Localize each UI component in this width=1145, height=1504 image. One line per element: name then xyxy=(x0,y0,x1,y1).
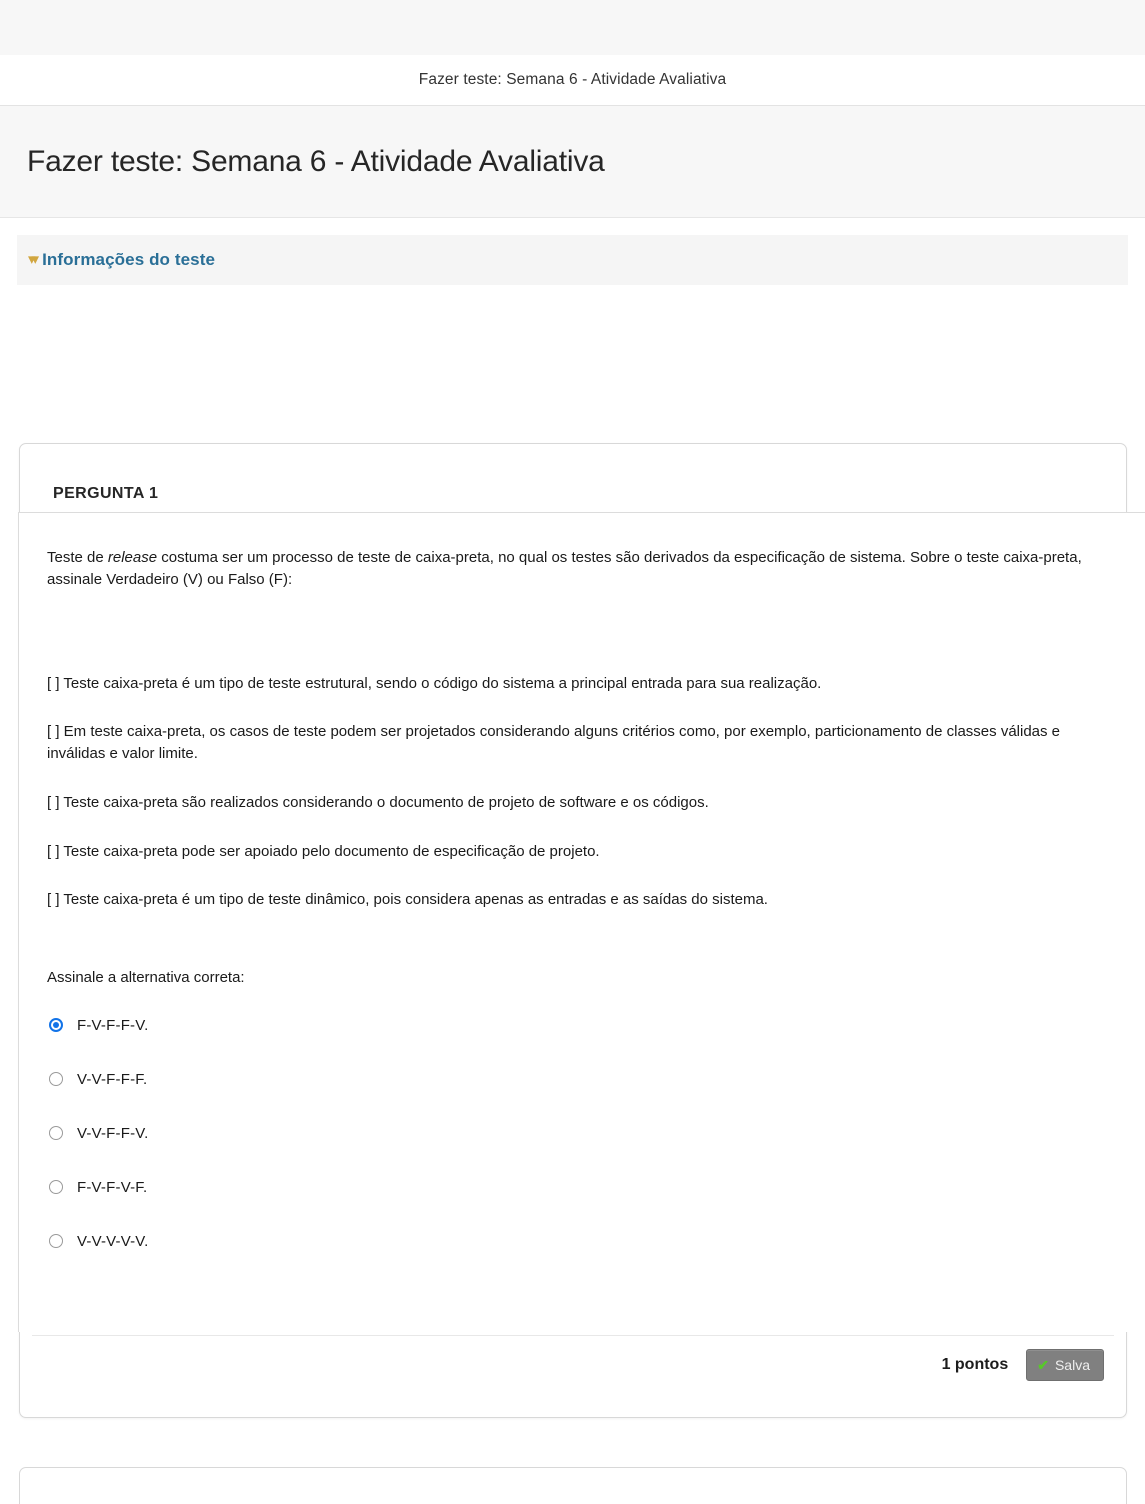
answer-instruction: Assinale a alternativa correta: xyxy=(47,969,245,986)
statement-item: [ ] Teste caixa-preta são realizados considerando o documento de projeto de software e os códigos. xyxy=(47,793,709,811)
question-prompt xyxy=(47,547,1093,591)
radio-button-2[interactable] xyxy=(49,1072,63,1086)
green-check-icon: ✔ xyxy=(1037,1356,1049,1373)
answer-option-label: F-V-F-F-V. xyxy=(77,1016,149,1034)
question-footer xyxy=(32,1335,1114,1393)
answer-option-3[interactable] xyxy=(47,1118,1093,1148)
question-number: PERGUNTA 1 xyxy=(53,485,159,502)
breadcrumb-bar xyxy=(0,55,1145,106)
test-information-bar[interactable] xyxy=(17,235,1128,285)
statement-item: [ ] Teste caixa-preta pode ser apoiado pelo documento de especificação de projeto. xyxy=(47,842,600,860)
browser-top-strip xyxy=(0,0,1145,55)
answer-option-label: V-V-F-F-F. xyxy=(77,1070,148,1088)
question-content-overlay xyxy=(18,512,1145,1332)
test-information-label: Informações do teste xyxy=(42,250,216,269)
question-card-2 xyxy=(19,1467,1127,1504)
statement-item: [ ] Teste caixa-preta é um tipo de teste dinâmico, pois considera apenas as entradas e as saídas do sistema. xyxy=(47,891,768,909)
answer-option-4[interactable] xyxy=(47,1172,1093,1202)
radio-button-5[interactable] xyxy=(49,1234,63,1248)
answer-option-label: F-V-F-V-F. xyxy=(77,1178,148,1196)
prompt-emphasis: release xyxy=(107,549,158,566)
answer-options-group xyxy=(47,1010,1093,1256)
prompt-text-end: costuma ser um processo de teste de caixa-preta, no qual os testes são derivados da especificação de sistema. Sobre o teste caixa-preta, assinale Verdadeiro (V) ou Falso (F): xyxy=(47,549,1082,588)
page-heading-block xyxy=(0,106,1145,218)
radio-button-4[interactable] xyxy=(49,1180,63,1194)
question-content xyxy=(47,547,1093,1280)
save-button[interactable] xyxy=(1026,1349,1104,1381)
answer-option-1[interactable] xyxy=(47,1010,1093,1040)
save-button-label: Salva xyxy=(1054,1356,1090,1373)
prompt-text-start: Teste de xyxy=(47,549,108,566)
statement-item: [ ] Em teste caixa-preta, os casos de teste podem ser projetados considerando alguns critérios como, por exemplo, particionamento de classes válidas e inválidas e valor limite. xyxy=(47,723,1061,762)
statement-list xyxy=(47,673,1093,912)
question-points: 1 pontos xyxy=(941,1355,1009,1373)
statement-item: [ ] Teste caixa-preta é um tipo de teste estrutural, sendo o código do sistema a principal entrada para sua realização. xyxy=(47,674,822,692)
answer-option-label: V-V-V-V-V. xyxy=(77,1232,149,1250)
radio-button-1[interactable] xyxy=(49,1018,63,1032)
breadcrumb-title: Fazer teste: Semana 6 - Atividade Avaliativa xyxy=(418,71,727,88)
radio-button-3[interactable] xyxy=(49,1126,63,1140)
page-title: Fazer teste: Semana 6 - Atividade Avaliativa xyxy=(27,144,605,178)
answer-option-label: V-V-F-F-V. xyxy=(77,1124,149,1142)
double-chevron-down-icon[interactable]: ▾▾ xyxy=(28,250,36,268)
answer-option-2[interactable] xyxy=(47,1064,1093,1094)
answer-option-5[interactable] xyxy=(47,1226,1093,1256)
